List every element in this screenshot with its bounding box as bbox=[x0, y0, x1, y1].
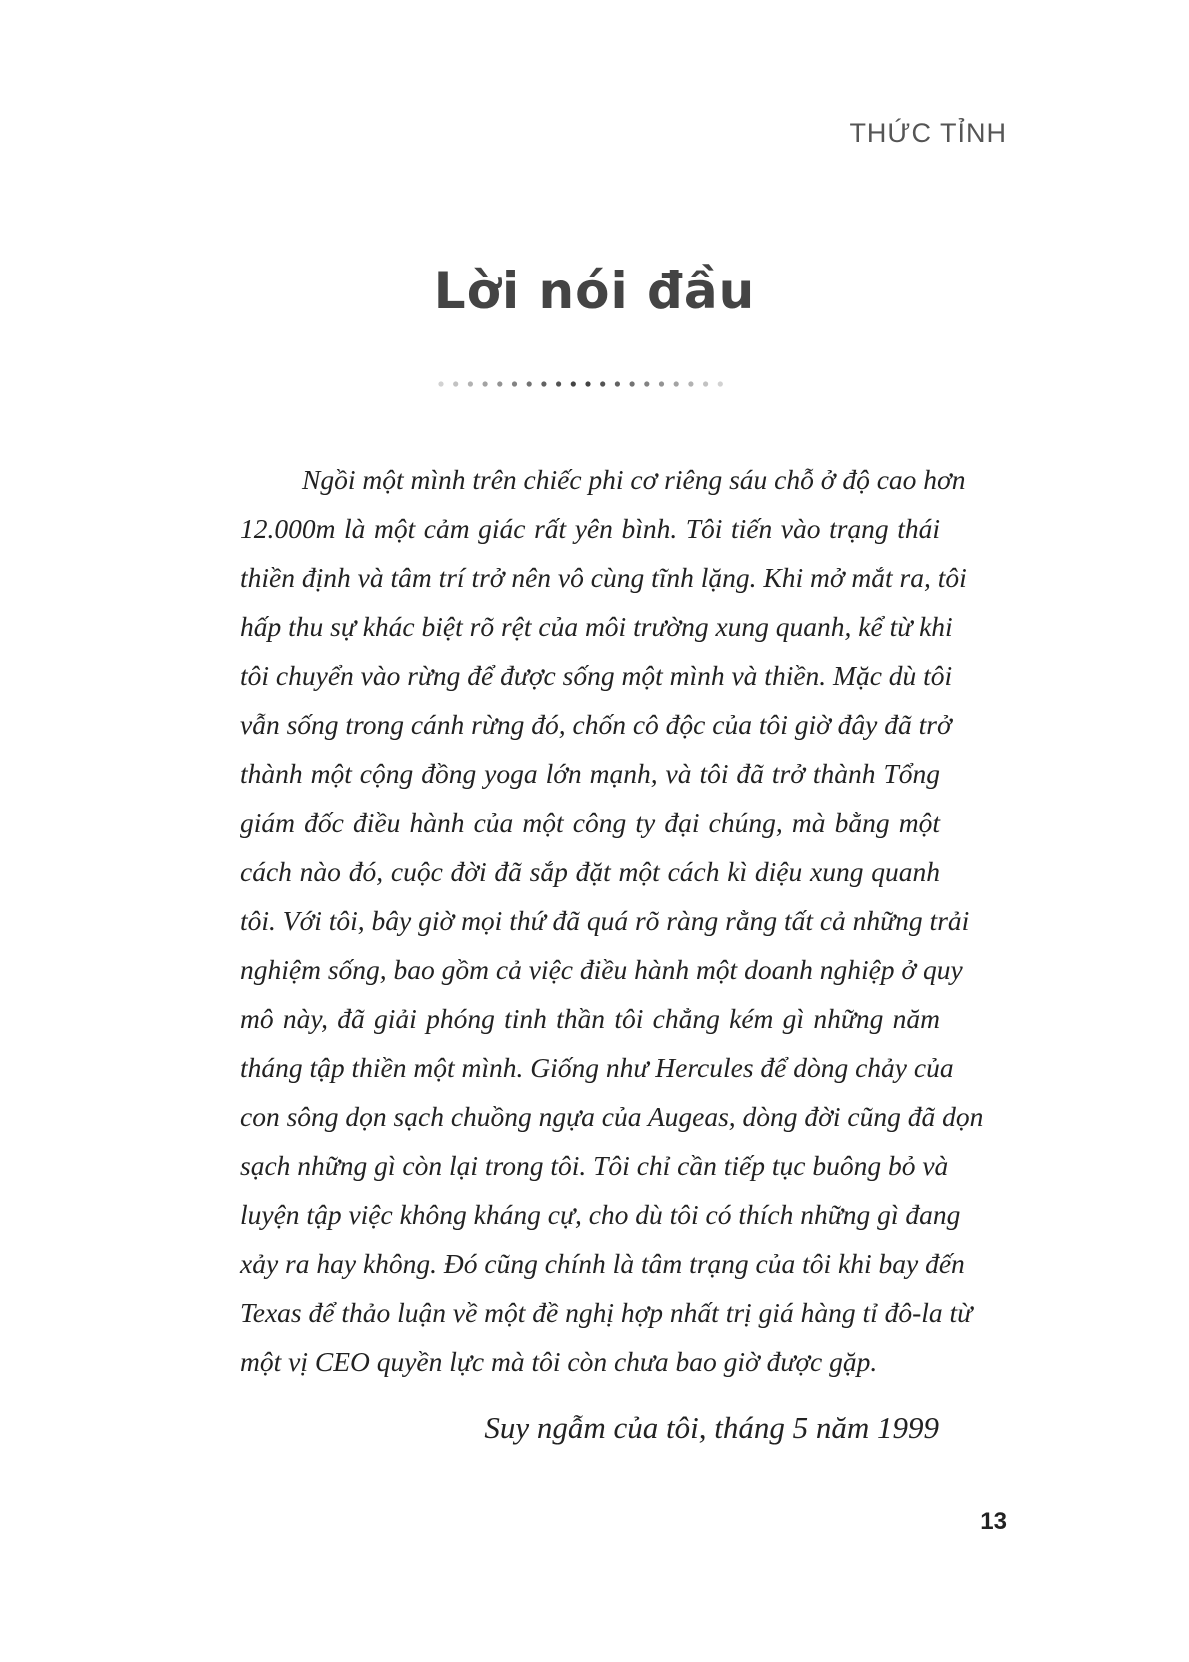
body-line: 12.000m là một cảm giác rất yên bình. Tôi tiến vào trạng thái bbox=[240, 513, 940, 544]
body-line: Texas để thảo luận về một đề nghị hợp nhất trị giá hàng tỉ đô-la từ bbox=[240, 1297, 973, 1328]
chapter-title: Lời nói đầu bbox=[433, 262, 756, 320]
body-line: xảy ra hay không. Đó cũng chính là tâm trạng của tôi khi bay đến bbox=[240, 1248, 965, 1279]
divider-dot bbox=[615, 381, 620, 386]
body-line: thành một cộng đồng yoga lớn mạnh, và tôi đã trở thành Tổng bbox=[240, 758, 940, 789]
divider-dot bbox=[600, 381, 605, 386]
body-line: cách nào đó, cuộc đời đã sắp đặt một cách kì diệu xung quanh bbox=[240, 856, 940, 887]
body-line: Ngồi một mình trên chiếc phi cơ riêng sáu chỗ ở độ cao hơn bbox=[302, 464, 966, 495]
body-line: tôi. Với tôi, bây giờ mọi thứ đã quá rõ ràng rằng tất cả những trải bbox=[240, 905, 970, 936]
body-line: sạch những gì còn lại trong tôi. Tôi chỉ cần tiếp tục buông bỏ và bbox=[240, 1150, 949, 1181]
divider-dot bbox=[527, 381, 532, 386]
divider-dot bbox=[630, 381, 635, 386]
body-line: thiền định và tâm trí trở nên vô cùng tĩnh lặng. Khi mở mắt ra, tôi bbox=[240, 562, 967, 593]
body-line: con sông dọn sạch chuồng ngựa của Augeas, dòng đời cũng đã dọn bbox=[240, 1101, 984, 1132]
divider-dot bbox=[703, 381, 708, 386]
divider-dot bbox=[674, 381, 679, 386]
body-text bbox=[240, 455, 984, 1386]
divider-dot bbox=[438, 381, 443, 386]
divider-dot bbox=[644, 381, 649, 386]
body-line: vẫn sống trong cánh rừng đó, chốn cô độc của tôi giờ đây đã trở bbox=[240, 709, 952, 740]
divider-dot bbox=[483, 381, 488, 386]
divider-dot bbox=[688, 381, 693, 386]
divider-dot bbox=[497, 381, 502, 386]
divider-dot bbox=[468, 381, 473, 386]
divider-dot bbox=[659, 381, 664, 386]
body-line: tôi chuyển vào rừng để được sống một mình và thiền. Mặc dù tôi bbox=[240, 660, 953, 691]
signature: Suy ngẫm của tôi, tháng 5 năm 1999 bbox=[484, 1410, 939, 1445]
divider-dot bbox=[571, 381, 576, 386]
body-line: hấp thu sự khác biệt rõ rệt của môi trường xung quanh, kể từ khi bbox=[240, 611, 953, 642]
body-line: tháng tập thiền một mình. Giống như Hercules để dòng chảy của bbox=[240, 1052, 954, 1083]
divider-dot bbox=[512, 381, 517, 386]
divider-dot bbox=[718, 381, 723, 386]
divider-dot bbox=[453, 381, 458, 386]
divider-dot bbox=[556, 381, 561, 386]
body-line: giám đốc điều hành của một công ty đại chúng, mà bằng một bbox=[240, 807, 940, 838]
divider-dot bbox=[585, 381, 590, 386]
divider-dot bbox=[541, 381, 546, 386]
dotted-divider bbox=[436, 380, 736, 388]
body-line: luyện tập việc không kháng cự, cho dù tôi có thích những gì đang bbox=[240, 1199, 961, 1230]
page-number: 13 bbox=[980, 1508, 1007, 1535]
body-line: mô này, đã giải phóng tinh thần tôi chẳng kém gì những năm bbox=[240, 1003, 940, 1034]
body-line: nghiệm sống, bao gồm cả việc điều hành một doanh nghiệp ở quy bbox=[240, 954, 963, 985]
body-line: một vị CEO quyền lực mà tôi còn chưa bao giờ được gặp. bbox=[240, 1346, 878, 1377]
running-head: THỨC TỈNH bbox=[849, 118, 1007, 148]
